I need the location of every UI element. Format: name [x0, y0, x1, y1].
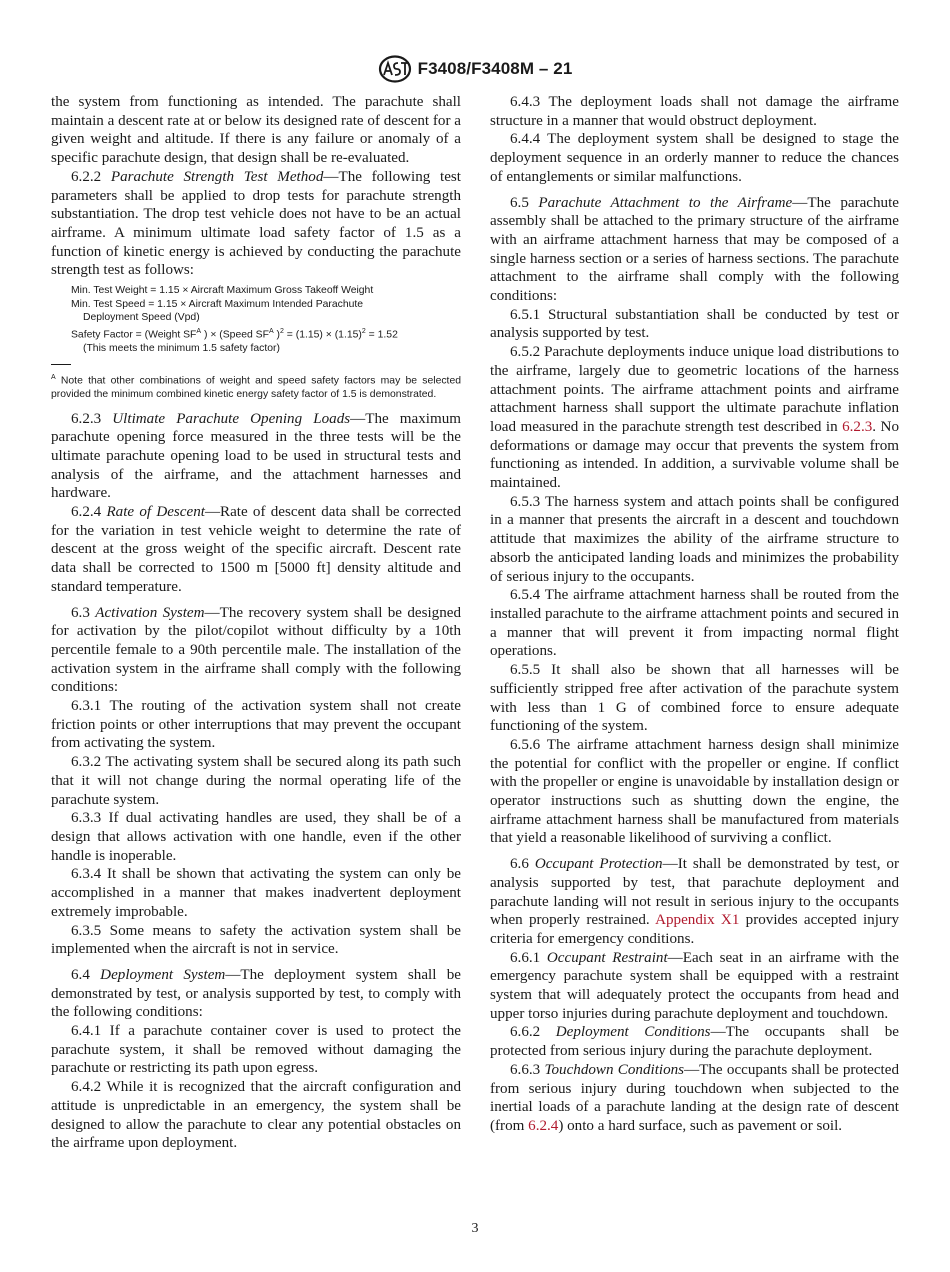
section-6-2-4: 6.2.4 Rate of Descent—Rate of descent data shall be corrected for the variation in test vehicle weight to determine the rate of descent at the gross weight of the specific aircraft. Descent rate data shall be corrected to 1500 m [5000 ft] density altitude and standard temperature.: [51, 504, 461, 595]
section-6-2-3: 6.2.3 Ultimate Parachute Opening Loads—The maximum parachute opening force measured in the three tests will be the ultimate parachute opening load to be used in structural tests and analysis of the airframe, and the attachment harnesses and hardware.: [51, 410, 461, 502]
equation-safety-factor: Safety Factor = (Weight $SF^A$ ) × (Speed $SF^A$ )$^2 = (1.15) \times (1.15)^2 = 1.52$: [71, 327, 398, 341]
equation-note: (This meets the minimum 1.5 safety factor): [83, 342, 280, 354]
section-6-4-4: 6.4.4 The deployment system shall be designed to stage the deployment sequence in an orderly manner to reduce the chances of entanglements or similar malfunctions.: [490, 131, 899, 185]
equation-speed-cont: Deployment Speed (Vpd): [83, 312, 200, 324]
section-6-3: 6.3 Activation System—The recovery system shall be designed for activation by the pilot/copilot without difficulty by a 10th percentile female to a 90th percentile male. The installation of the activation system in the airframe shall comply with the following conditions:: [51, 604, 461, 696]
link-6-2-3[interactable]: 6.2.3: [842, 418, 873, 435]
section-6-4-1: 6.4.1 If a parachute container cover is used to protect the parachute system, it shall be removed without damaging the parachute or restricting its path upon egress.: [51, 1023, 461, 1077]
page-header: [0, 54, 950, 84]
astm-logo-icon: [378, 55, 412, 83]
section-6-3-4: 6.3.4 It shall be shown that activating the system can only be accomplished in a manner that makes inadvertent deployment extremely improbable.: [51, 866, 461, 920]
section-6-3-5: 6.3.5 Some means to safety the activation system shall be implemented when the aircraft is not in service.: [51, 922, 461, 958]
standard-designation: F3408/F3408M – 21: [417, 59, 573, 78]
section-6-3-2: 6.3.2 The activating system shall be secured along its path such that it will not change during the normal operating life of the parachute system.: [51, 754, 461, 808]
section-6-3-3: 6.3.3 If dual activating handles are used, they shall be of a design that allows activation with one handle, even if the other handle is inoperable.: [51, 810, 461, 864]
footnote-a: $^A$ Note that other combinations of weight and speed safety factors may be selected provided the minimum combined kinetic energy safety factor of 1.5 is demonstrated.: [51, 374, 461, 401]
footnote-divider: [51, 364, 71, 365]
section-6-4-2: 6.4.2 While it is recognized that the aircraft configuration and attitude is unpredictable in an emergency, the system shall be designed to allow the parachute to clear any potential obstacles on the airframe upon deployment.: [51, 1079, 461, 1152]
paragraph-continued: the system from functioning as intended. The parachute shall maintain a descent rate at or below its designed rate of descent for a given weight and altitude. If there is any failure or anomaly of a specific parachute design, that design shall be re-evaluated.: [51, 94, 461, 167]
section-6-4: 6.4 Deployment System—The deployment system shall be demonstrated by test, or analysis supported by test, to comply with the following conditions:: [51, 966, 461, 1021]
section-6-3-1: 6.3.1 The routing of the activation system shall not create friction points or other interruptions that may prevent the occupant from activating the system.: [51, 698, 461, 752]
right-column: [490, 93, 899, 1136]
section-6-5-6: 6.5.6 The airframe attachment harness design shall minimize the potential for conflict with the propeller or engine. If conflict with the propeller or engine is unavoidable by installation design or operator instructions such as shutting down the engine, the airframe attachment harness shall be manufactured from materials that yield a reasonable likelihood of surviving a conflict.: [490, 736, 899, 847]
section-6-6: 6.6 Occupant Protection—It shall be demonstrated by test, or analysis supported by test, that parachute deployment and parachute landing will not result in serious injury to the occupants when properly restrained. Appendix X1 provides accepted injury criteria for emergency conditions.: [490, 856, 900, 947]
section-6-5: 6.5 Parachute Attachment to the Airframe—The parachute assembly shall be attached to the primary structure of the airframe with an airframe attachment harness that may be composed of a single harness section or a series of harness sections. The parachute attachment to the airframe shall comply with the following conditions:: [490, 194, 899, 305]
section-6-5-3: 6.5.3 The harness system and attach points shall be configured in a manner that presents the aircraft in a descent and touchdown attitude that maximizes the ability of the airframe structure to absorb the anticipated landing loads and minimizes the probability of serious injury to the occupants.: [490, 493, 899, 585]
section-6-5-5: 6.5.5 It shall also be shown that all harnesses will be sufficiently stripped free after activation of the parachute system with less than 1 G of combined force to ensure adequate functioning of the system.: [490, 662, 899, 735]
left-column: [51, 93, 461, 1153]
section-6-6-2: 6.6.2 Deployment Conditions—The occupants shall be protected from serious injury during the parachute deployment.: [490, 1024, 899, 1060]
link-6-2-4[interactable]: 6.2.4: [528, 1117, 559, 1134]
link-appendix-x1[interactable]: Appendix X1: [655, 912, 740, 929]
section-6-2-2: 6.2.2 Parachute Strength Test Method—The following test parameters shall be applied to drop tests for parachute strength substantiation. The drop test vehicle does not have to be an actual airframe. A minimum ultimate load safety factor of 1.5 as a function of kinetic energy is achieved by conducting the parachute strength test as follows:: [51, 168, 462, 279]
section-6-4-3: 6.4.3 The deployment loads shall not damage the airframe structure in a manner that would obstruct deployment.: [490, 94, 899, 129]
test-equations: [71, 284, 461, 355]
equation-speed: Min. Test Speed = 1.15 × Aircraft Maximum Intended Parachute: [71, 298, 364, 310]
page-number: 3: [471, 1221, 479, 1236]
section-6-5-4: 6.5.4 The airframe attachment harness shall be routed from the installed parachute to the airframe attachment points and secured in a manner that will prevent it from impacting normal flight operations.: [490, 587, 899, 660]
section-6-5-2: 6.5.2 Parachute deployments induce unique load distributions to the airframe, largely due to geometric locations of the harness attachment points. The airframe attachment points and airframe attachment harness shall support the ultimate parachute inflation load measured in the parachute strength test described in 6.2.3. No deformations or damage may occur that prevents the system from functioning as intended. In addition, a survivable volume shall be maintained.: [490, 344, 899, 492]
section-6-5-1: 6.5.1 Structural substantiation shall be conducted by test or analysis supported by test.: [490, 306, 899, 342]
equation-weight: Min. Test Weight = 1.15 × Aircraft Maximum Gross Takeoff Weight: [71, 285, 374, 297]
section-6-6-3: 6.6.3 Touchdown Conditions—The occupants shall be protected from serious injury during touchdown when subjected to the inertial loads of a parachute landing at the design rate of descent (from 6.2.4) onto a hard surface, such as pavement or soil.: [490, 1061, 899, 1134]
section-6-6-1: 6.6.1 Occupant Restraint—Each seat in an airframe with the emergency parachute system shall be equipped with a restraint system that will adequately protect the occupants from head and upper torso injuries during parachute deployment and touchdown.: [490, 949, 899, 1022]
